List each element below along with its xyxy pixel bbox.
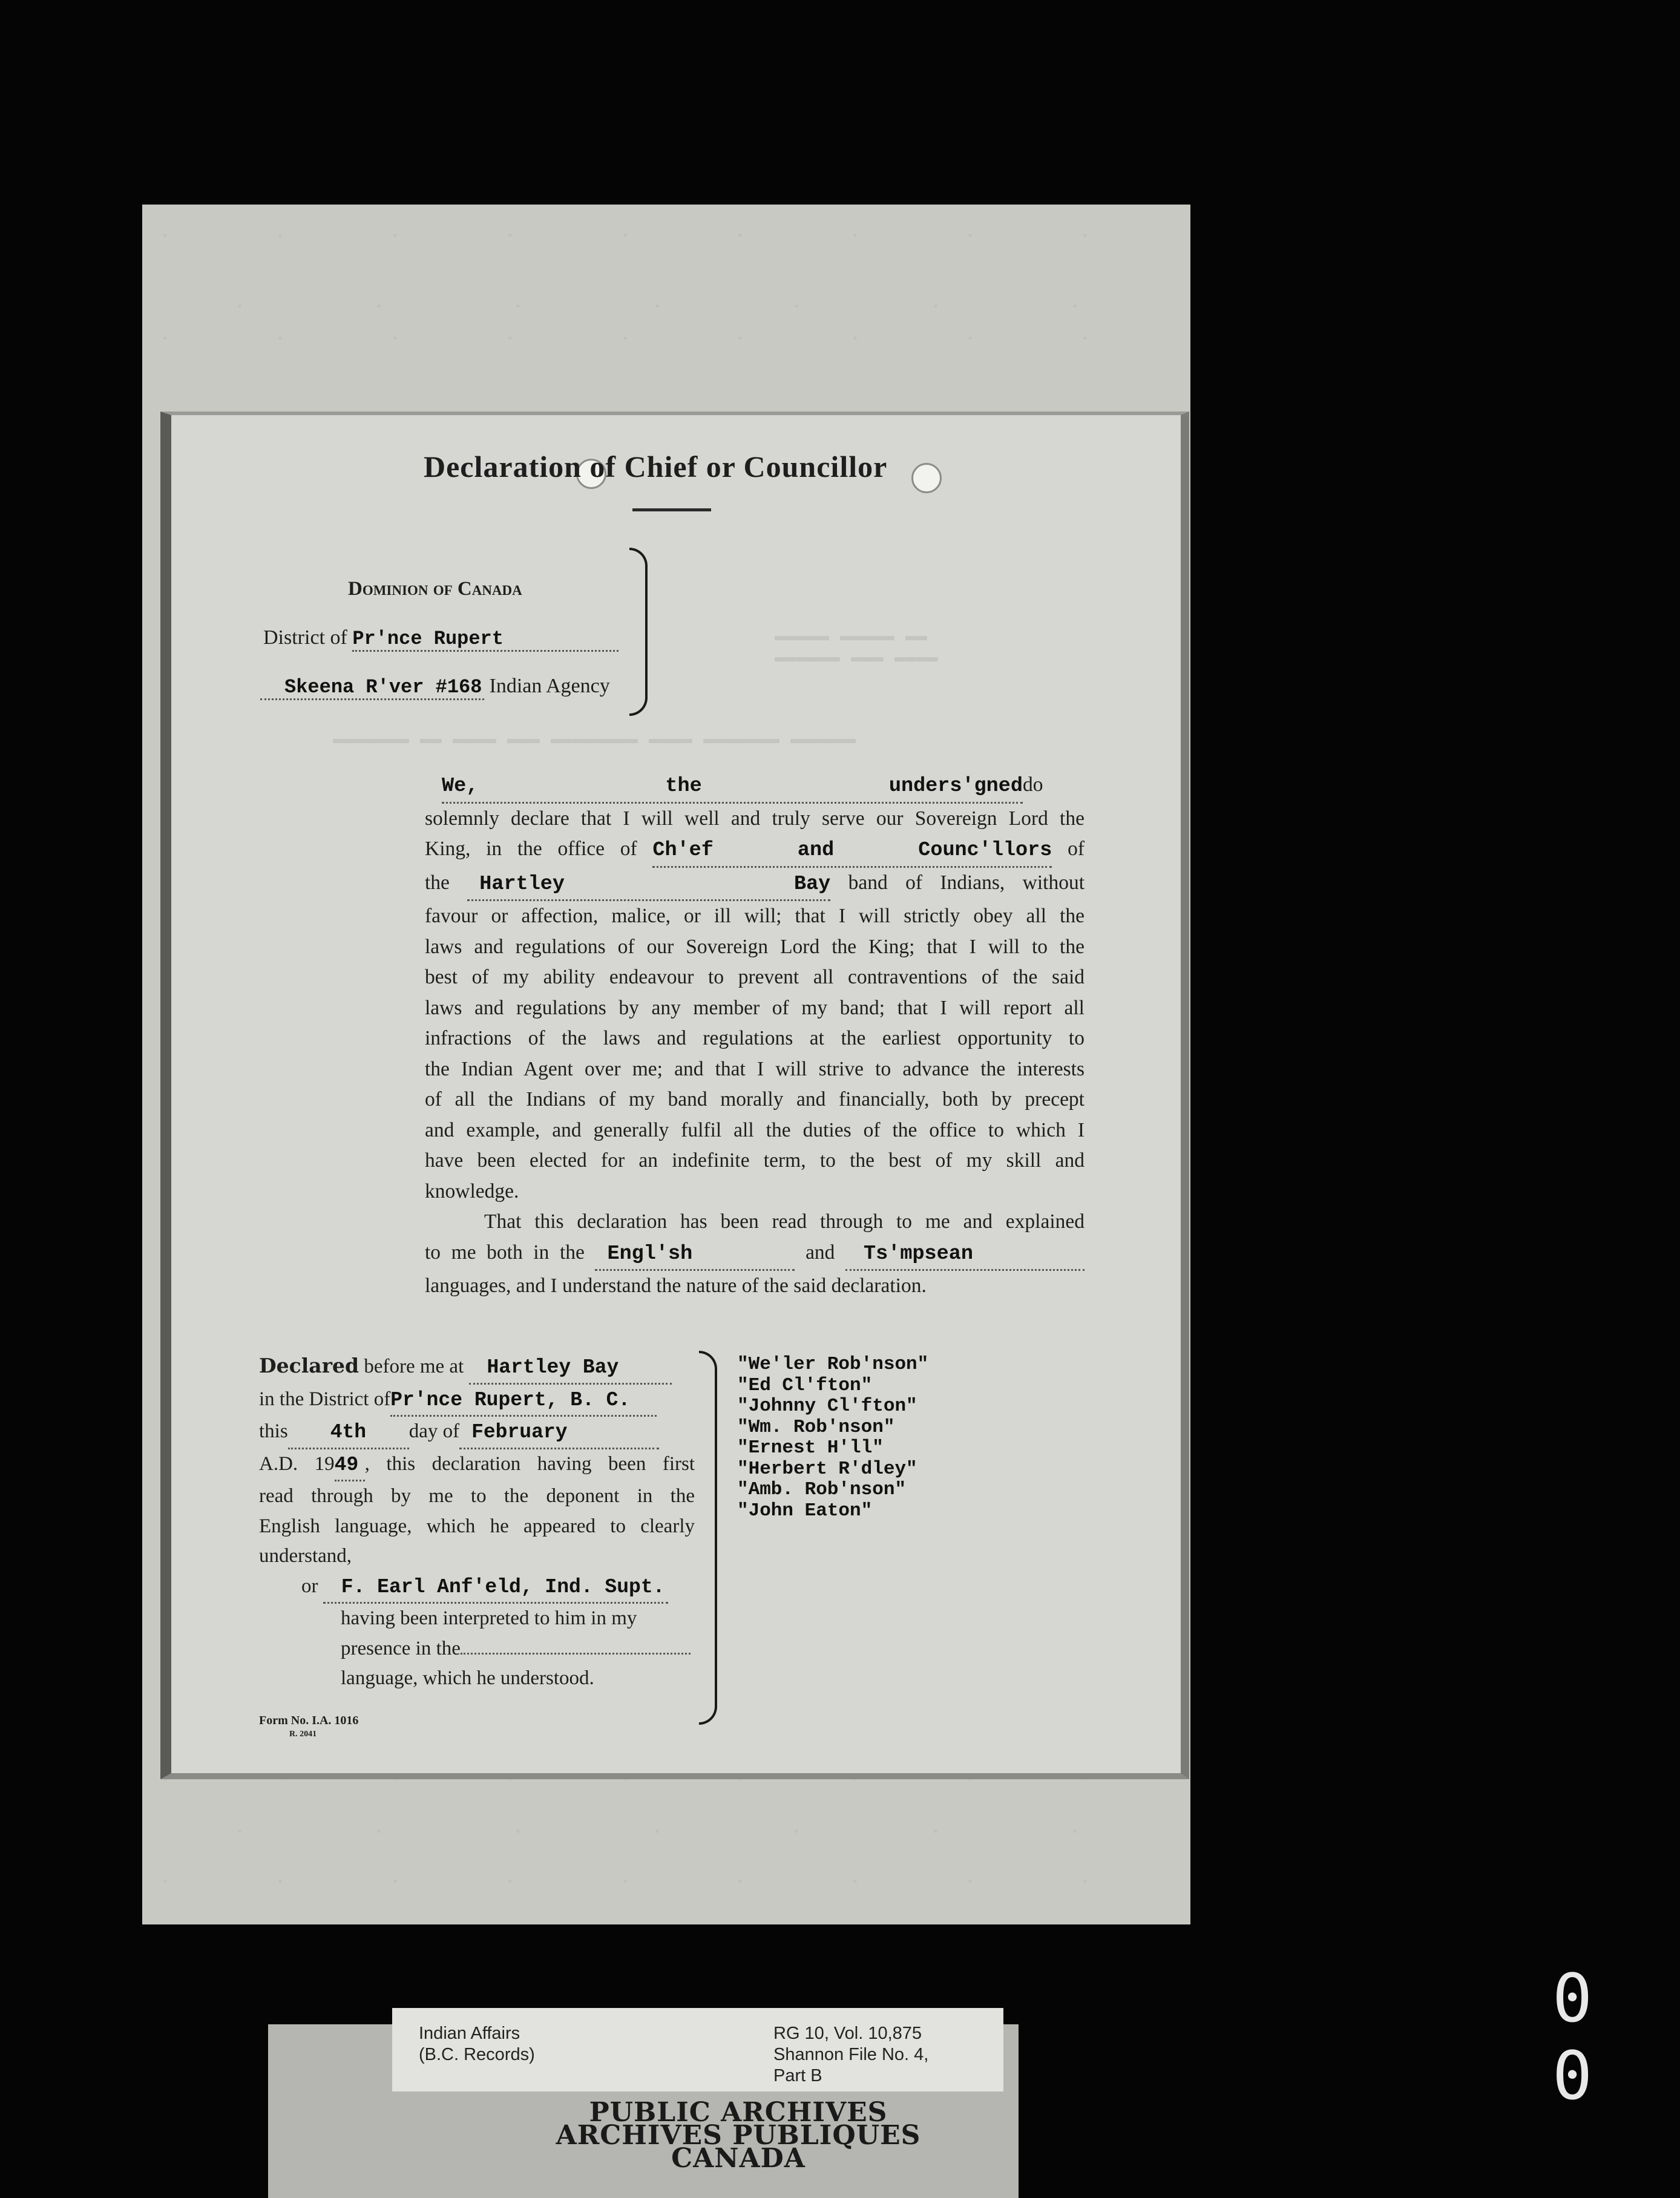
form-number: Form No. I.A. 1016 bbox=[259, 1714, 359, 1727]
body-line bbox=[425, 1238, 1084, 1271]
do-word: do bbox=[1023, 773, 1043, 796]
header-brace bbox=[629, 548, 648, 716]
office-label: King, in the office of bbox=[425, 838, 637, 860]
body-line: and example, and generally fulfil all the duties of the office to which I bbox=[425, 1118, 1084, 1141]
signature-entry: "We'ler Rob'nson" bbox=[737, 1354, 929, 1375]
declared-line: understand, bbox=[259, 1545, 352, 1567]
signature-entry: "Amb. Rob'nson" bbox=[737, 1479, 907, 1500]
declared-line: English language, which he appeared to clearly bbox=[259, 1515, 695, 1537]
dominion-label: Dominion of Canada bbox=[348, 578, 522, 600]
band-label: band of Indians, without bbox=[848, 871, 1085, 894]
agency-value: Skeena R'ver #168 bbox=[284, 676, 482, 698]
declared-line: this 4th day of February bbox=[259, 1417, 695, 1449]
month-value: February bbox=[471, 1421, 568, 1443]
body-line: knowledge. bbox=[425, 1179, 519, 1202]
declared-line: presence in the bbox=[259, 1634, 695, 1664]
language1-value: Engl'sh bbox=[607, 1242, 693, 1265]
title-rule bbox=[632, 508, 711, 511]
the-word: the bbox=[425, 871, 450, 894]
district-label: District of bbox=[263, 626, 347, 649]
body-line bbox=[425, 868, 1084, 902]
archive-series: Indian Affairs bbox=[419, 2024, 520, 2043]
body-line: have been elected for an indefinite term, to the best of my skill and bbox=[425, 1149, 1084, 1172]
declared-district-value: Pr'nce Rupert, B. C. bbox=[390, 1388, 631, 1411]
signature-entry: "John Eaton" bbox=[737, 1500, 873, 1521]
archives-stamp bbox=[514, 2097, 962, 2174]
declared-block bbox=[259, 1351, 695, 1694]
archive-label-left bbox=[419, 2023, 535, 2065]
archive-subseries: (B.C. Records) bbox=[419, 2045, 535, 2064]
stamp-line: CANADA bbox=[671, 2143, 806, 2174]
bleed-through-mark: ▬▬▬▬▬ ▬▬▬▬▬ ▬▬ bbox=[775, 626, 928, 647]
signature-list bbox=[737, 1354, 928, 1521]
of-word: of bbox=[1068, 838, 1084, 860]
place-value: Hartley Bay bbox=[487, 1356, 619, 1379]
stamp-line: ARCHIVES PUBLIQUES bbox=[556, 2120, 921, 2151]
archive-label-right bbox=[773, 2023, 928, 2087]
both-in-label: to me both in the bbox=[425, 1241, 585, 1264]
body-line bbox=[425, 770, 1084, 804]
archive-file: Shannon File No. 4, bbox=[773, 2045, 929, 2064]
body-line: the Indian Agent over me; and that I will strive to advance the interests bbox=[425, 1057, 1084, 1080]
stamp-line: PUBLIC ARCHIVES bbox=[589, 2097, 888, 2128]
agency-row bbox=[260, 675, 610, 700]
district-field bbox=[352, 626, 619, 652]
body-line: best of my ability endeavour to prevent all contraventions of the said bbox=[425, 966, 1084, 988]
signature-entry: "Johnny Cl'fton" bbox=[737, 1396, 917, 1417]
declared-word: Declared bbox=[259, 1354, 359, 1377]
office-value: Ch'ef and Counc'llors bbox=[652, 839, 1052, 862]
declared-line: language, which he understood. bbox=[341, 1667, 594, 1689]
body-line: That this declaration has been read through to me and explained bbox=[484, 1210, 1084, 1233]
district-row bbox=[263, 626, 619, 652]
body-line: laws and regulations by any member of my band; that I will report all bbox=[425, 996, 1084, 1019]
agency-field bbox=[260, 675, 484, 700]
signature-entry: "Ernest H'll" bbox=[737, 1437, 884, 1458]
official-value: F. Earl Anf'eld, Ind. Supt. bbox=[341, 1575, 665, 1598]
language2-value: Ts'mpsean bbox=[864, 1242, 973, 1265]
and-word: and bbox=[806, 1241, 835, 1264]
frame-number: 0 0 bbox=[1552, 1960, 1623, 2114]
declared-line: having been interpreted to him in my bbox=[341, 1607, 637, 1629]
district-value: Pr'nce Rupert bbox=[352, 628, 504, 650]
body-line: solemnly declare that I will well and truly serve our Sovereign Lord the bbox=[425, 807, 1084, 830]
body-line: favour or affection, malice, or ill will; that I will strictly obey all the bbox=[425, 905, 1084, 927]
bleed-through-mark: ▬▬▬▬▬▬▬ ▬▬ ▬▬▬▬ ▬▬▬ ▬▬▬▬▬▬▬▬ ▬▬▬▬ ▬▬▬▬▬▬▬ ▬▬▬▬▬▬ bbox=[333, 729, 856, 750]
declared-line: A.D. 1949 , this declaration having been first bbox=[259, 1449, 695, 1482]
year-value: 49 bbox=[334, 1453, 359, 1476]
body-line: laws and regulations of our Sovereign Lord the King; that I will to the bbox=[425, 935, 1084, 958]
declarant-value: We, the unders'gned bbox=[442, 775, 1023, 798]
bleed-through-mark: ▬▬▬▬▬▬ ▬▬▬ ▬▬▬▬ bbox=[775, 648, 939, 668]
archive-part: Part B bbox=[773, 2066, 822, 2085]
declared-line: Declared before me at Hartley Bay bbox=[259, 1351, 695, 1385]
signature-entry: "Herbert R'dley" bbox=[737, 1458, 917, 1480]
day-value: 4th bbox=[330, 1421, 367, 1443]
declared-line: or F. Earl Anf'eld, Ind. Supt. bbox=[259, 1572, 695, 1604]
form-title: Declaration of Chief or Councillor bbox=[424, 450, 888, 484]
body-line: infractions of the laws and regulations at the earliest opportunity to bbox=[425, 1027, 1084, 1049]
signature-entry: "Ed Cl'fton" bbox=[737, 1374, 873, 1396]
signature-entry: "Wm. Rob'nson" bbox=[737, 1416, 895, 1438]
body-line bbox=[425, 834, 1084, 868]
declaration-body bbox=[425, 770, 1084, 1302]
archive-reference: RG 10, Vol. 10,875 bbox=[773, 2024, 922, 2043]
declared-line: read through by me to the deponent in the bbox=[259, 1485, 695, 1507]
declared-brace bbox=[699, 1351, 717, 1725]
band-value: Hartley Bay bbox=[479, 872, 831, 896]
body-line: of all the Indians of my band morally and financially, both by precept bbox=[425, 1088, 1084, 1110]
agency-label: Indian Agency bbox=[489, 675, 610, 697]
form-revision: R. 2041 bbox=[289, 1730, 317, 1739]
body-line: languages, and I understand the nature of the said declaration. bbox=[425, 1275, 927, 1297]
declared-line: in the District ofPr'nce Rupert, B. C. bbox=[259, 1385, 695, 1417]
